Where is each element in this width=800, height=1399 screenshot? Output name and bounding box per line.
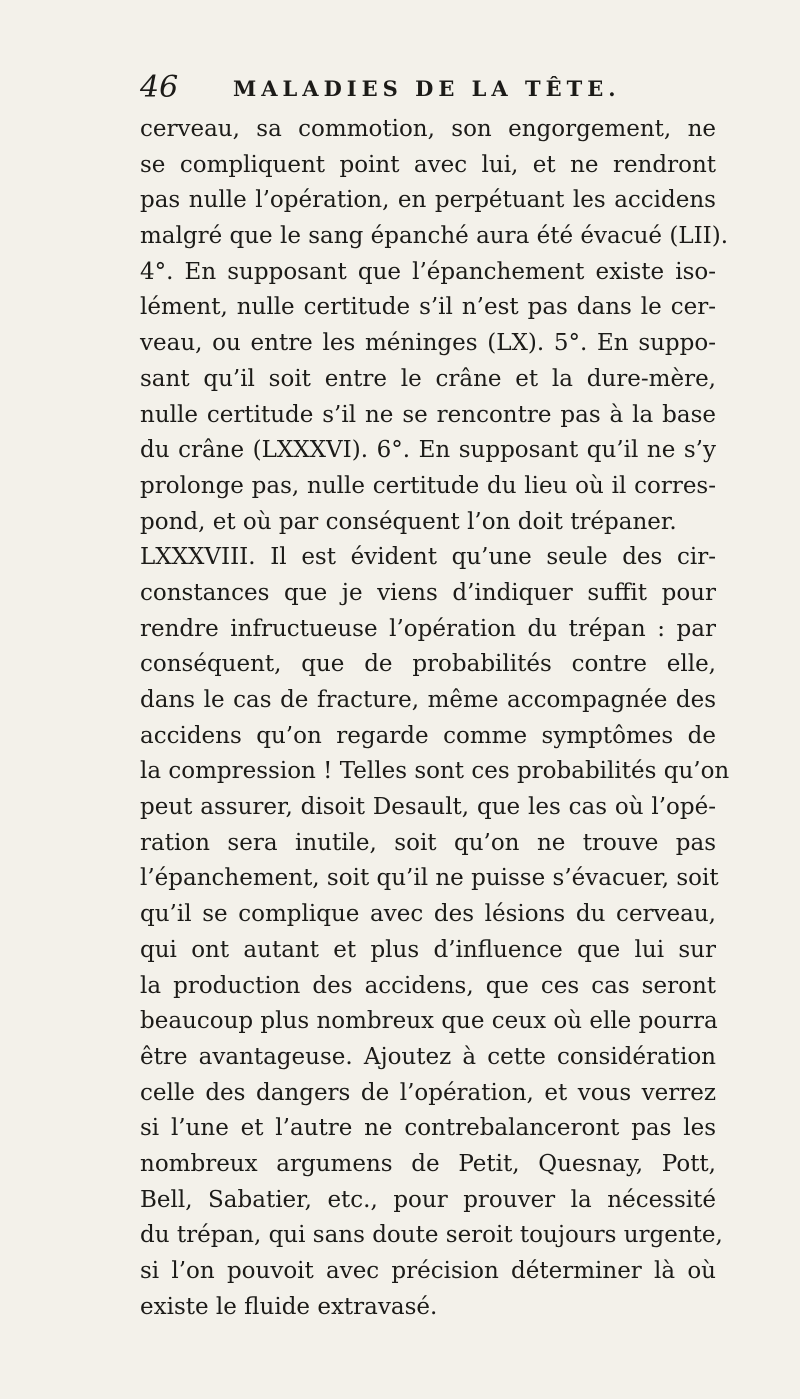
running-head bbox=[140, 70, 700, 110]
body-text bbox=[140, 112, 730, 1325]
text-line: celle des dangers de l’opération, et vous verrez bbox=[140, 1079, 716, 1106]
text-line: peut assurer, disoit Desault, que les cas où l’opé- bbox=[140, 794, 716, 821]
text-line: conséquent, que de probabilités contre elle, bbox=[140, 651, 716, 678]
text-line: si l’une et l’autre ne contrebalanceront pas les bbox=[140, 1115, 716, 1142]
text-line: la production des accidens, que ces cas seront bbox=[140, 972, 716, 999]
text-line: existe le fluide extravasé. bbox=[140, 1293, 438, 1320]
text-line: veau, ou entre les méninges (LX). 5°. En suppo- bbox=[140, 330, 716, 357]
text-line: malgré que le sang épanché aura été évacué (LII). bbox=[140, 223, 729, 250]
text-line: être avantageuse. Ajoutez à cette considération bbox=[140, 1043, 716, 1070]
text-line: LXXXVIII. Il est évident qu’une seule des cir- bbox=[140, 544, 716, 571]
text-line: la compression ! Telles sont ces probabilités qu’on bbox=[140, 758, 730, 785]
text-line: pas nulle l’opération, en perpétuant les accidens bbox=[140, 187, 716, 214]
text-line: cerveau, sa commotion, son engorgement, ne bbox=[140, 116, 716, 142]
text-line: pond, et où par conséquent l’on doit trépaner. bbox=[140, 508, 677, 535]
text-line: l’épanchement, soit qu’il ne puisse s’évacuer, soit bbox=[140, 865, 719, 892]
text-line: qu’il se complique avec des lésions du cerveau, bbox=[140, 901, 716, 928]
text-line: sant qu’il soit entre le crâne et la dure-mère, bbox=[140, 365, 716, 392]
text-line: dans le cas de fracture, même accompagnée des bbox=[140, 687, 716, 713]
text-line: prolonge pas, nulle certitude du lieu où il corres- bbox=[140, 472, 716, 499]
text-line: qui ont autant et plus d’influence que lui sur bbox=[140, 936, 716, 963]
text-line: du trépan, qui sans doute seroit toujours urgente, bbox=[140, 1222, 723, 1249]
text-line: 4°. En supposant que l’épanchement existe iso- bbox=[140, 258, 716, 285]
text-line: beaucoup plus nombreux que ceux où elle pourra bbox=[140, 1008, 718, 1035]
text-line: nulle certitude s’il ne se rencontre pas à la base bbox=[140, 401, 716, 428]
text-line: ration sera inutile, soit qu’on ne trouve pas bbox=[140, 829, 716, 856]
page-number: 46 bbox=[140, 70, 179, 105]
text-line: rendre infructueuse l’opération du trépan : par bbox=[140, 615, 716, 642]
running-title: MALADIES DE LA TÊTE. bbox=[233, 76, 621, 101]
text-line: accidens qu’on regarde comme symptômes de bbox=[140, 722, 716, 749]
text-line: lément, nulle certitude s’il n’est pas dans le cer- bbox=[140, 294, 716, 321]
text-line: du crâne (LXXXVI). 6°. En supposant qu’il ne s’y bbox=[140, 437, 716, 464]
text-line: nombreux argumens de Petit, Quesnay, Pott, bbox=[140, 1150, 716, 1177]
text-line: constances que je viens d’indiquer suffit pour bbox=[140, 579, 716, 606]
text-line: Bell, Sabatier, etc., pour prouver la nécessité bbox=[140, 1186, 716, 1213]
text-line: si l’on pouvoit avec précision déterminer là où bbox=[140, 1258, 716, 1284]
text-line: se compliquent point avec lui, et ne rendront bbox=[140, 151, 716, 178]
